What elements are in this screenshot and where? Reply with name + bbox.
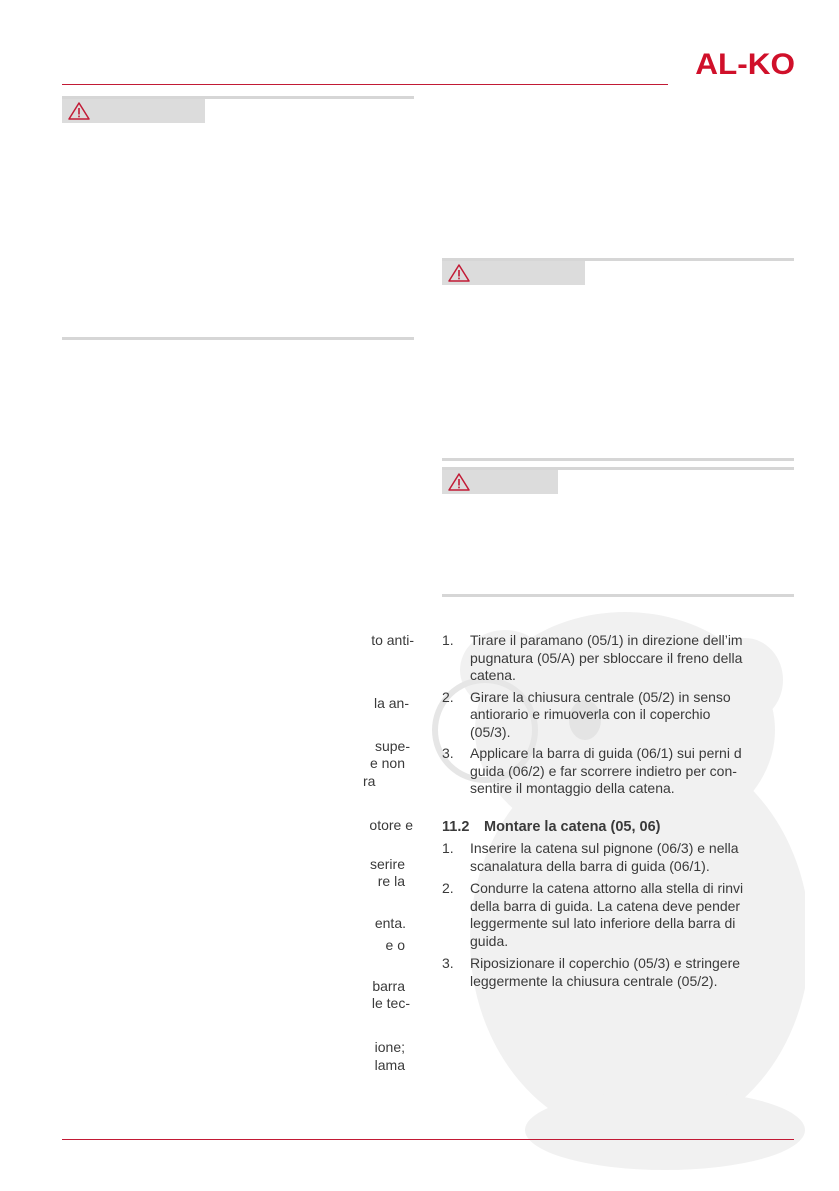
step-text: Condurre la catena attorno alla stella di rinvi della barra di guida. La catena deve pender leggermente sul lato inferiore della barra di guida. <box>470 880 744 949</box>
step-text: Inserire la catena sul pignone (06/3) e nella scanalatura della barra di guida (06/1). <box>470 840 739 874</box>
left-partial-line: le tec- <box>371 995 410 1011</box>
left-partial-line: la an- <box>373 695 409 711</box>
step-number: 2. <box>442 688 454 705</box>
warning-triangle-icon <box>68 102 90 120</box>
left-partial-line: e non <box>369 755 405 771</box>
list-item <box>442 632 802 685</box>
chain-steps-list <box>442 840 802 990</box>
unlock-steps-list <box>442 632 802 798</box>
step-number: 3. <box>442 955 454 971</box>
right-warning1-label-box <box>442 261 585 285</box>
list-item <box>442 745 802 798</box>
warning-triangle-icon <box>448 473 470 491</box>
step-text: Applicare la barra di guida (06/1) sui perni d guida (06/2) e far scorrere indietro per con- sentire il montaggio della catena. <box>470 745 742 796</box>
left-partial-line: barra <box>372 978 405 994</box>
step-number: 3. <box>442 745 454 761</box>
section-number: 11.2 <box>442 819 470 835</box>
step-number: 2. <box>442 880 454 896</box>
header-rule <box>62 84 668 85</box>
section-heading <box>442 819 661 835</box>
step-text: Tirare il paramano (05/1) in direzione dell’im pugnatura (05/A) per sbloccare il freno della catena. <box>470 632 743 683</box>
left-partial-line: to anti- <box>371 632 414 648</box>
right-warning2-bottom-rule <box>442 594 794 597</box>
left-partial-line: ione; <box>374 1039 405 1055</box>
left-partial-line: supe- <box>374 738 410 754</box>
left-partial-line: serire <box>369 856 405 872</box>
section-title: Montare la catena (05, 06) <box>484 819 661 835</box>
left-partial-line: e o <box>385 937 405 953</box>
list-item <box>442 689 802 742</box>
step-number: 1. <box>442 840 454 856</box>
left-partial-line: re la <box>377 873 405 889</box>
list-item <box>442 840 802 875</box>
list-item <box>442 955 802 990</box>
footer-rule <box>62 1139 794 1140</box>
left-partial-line: lama <box>374 1057 405 1073</box>
step-number: 1. <box>442 632 454 648</box>
right-warning1-bottom-rule <box>442 458 794 461</box>
step-text: Girare la chiusura centrale (05/2) in senso antiorario e rimuoverla con il coperchio (05/3). <box>470 688 731 740</box>
left-warning-bottom-rule <box>62 337 414 340</box>
left-partial-line: ra <box>363 773 376 789</box>
right-warning2-label-box <box>442 470 558 494</box>
step-text: Riposizionare il coperchio (05/3) e stringere leggermente la chiusura centrale (05/2). <box>470 955 741 989</box>
list-item <box>442 880 802 950</box>
left-warning-label-box <box>62 99 205 123</box>
left-partial-line: otore e <box>369 817 413 833</box>
brand-logo: AL-KO <box>695 48 795 81</box>
warning-triangle-icon <box>448 264 470 282</box>
left-partial-line: enta. <box>374 915 406 931</box>
